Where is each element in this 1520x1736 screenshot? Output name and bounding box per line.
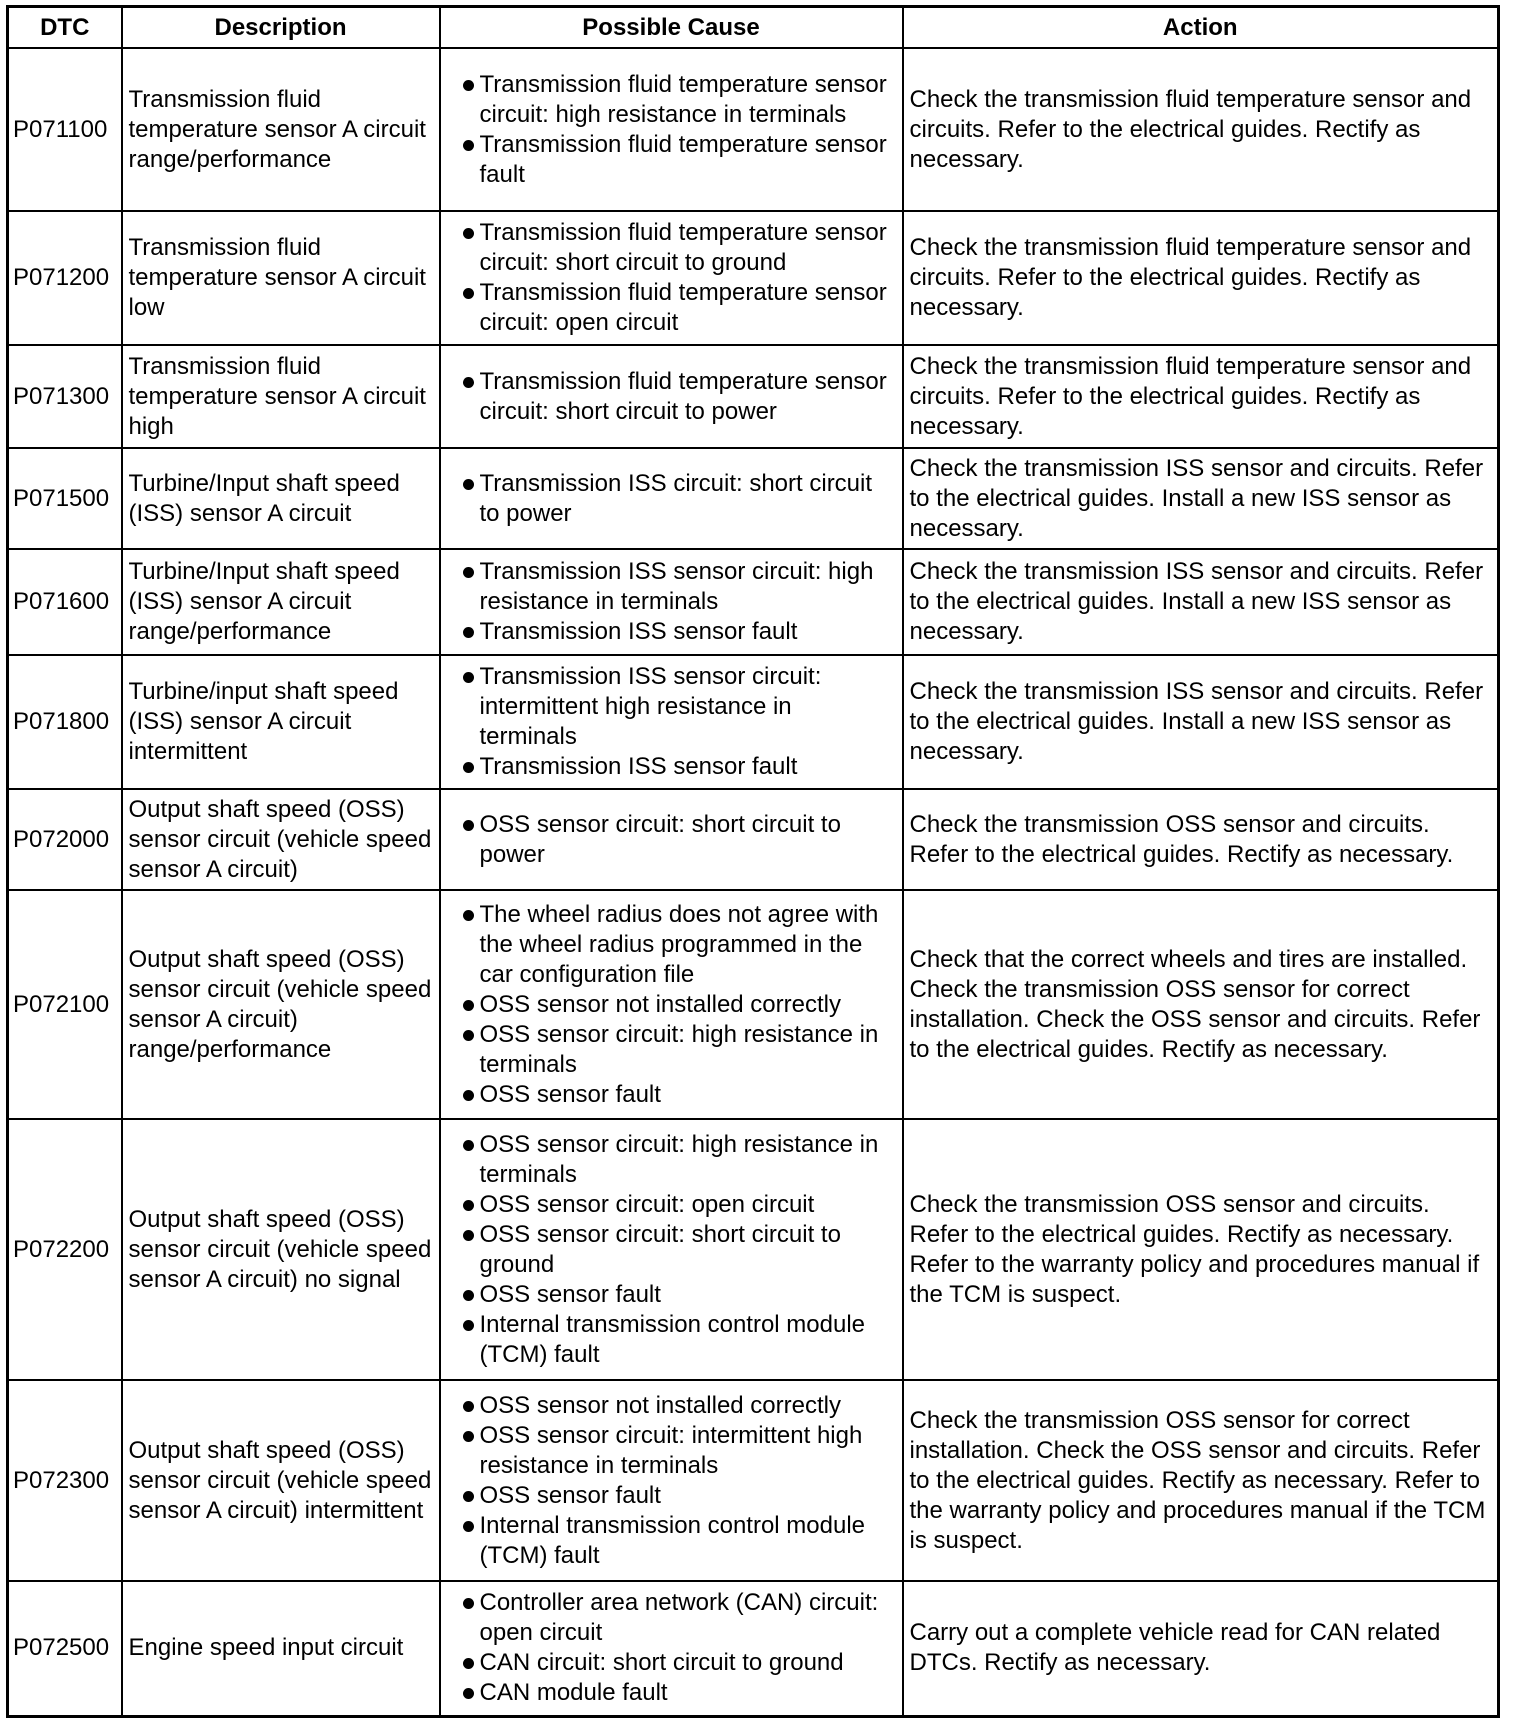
dtc-code: P072200	[8, 1119, 122, 1380]
bullet-icon	[463, 1521, 474, 1532]
cause-item	[447, 1678, 896, 1708]
dtc-table	[6, 5, 1500, 1718]
cause-text: CAN circuit: short circuit to ground	[479, 1649, 844, 1677]
cause-item	[447, 218, 896, 278]
bullet-icon	[463, 820, 474, 831]
cause-text: OSS sensor not installed correctly	[479, 1391, 841, 1419]
bullet-icon	[463, 910, 474, 921]
cause-cell	[440, 890, 903, 1119]
cause-text: OSS sensor not installed correctly	[479, 990, 841, 1018]
action-cell: Carry out a complete vehicle read for CAN related DTCs. Rectify as necessary.	[903, 1581, 1499, 1716]
header-dtc: DTC	[8, 7, 122, 49]
cause-text: Internal transmission control module (TCM) fault	[479, 1511, 866, 1569]
cause-cell	[440, 211, 903, 345]
table-row	[8, 345, 1499, 448]
bullet-icon	[463, 1140, 474, 1151]
cause-text: Transmission fluid temperature sensor circuit: high resistance in terminals	[479, 70, 887, 128]
cause-list	[447, 810, 896, 870]
cause-item	[447, 1421, 896, 1481]
cause-list	[447, 1130, 896, 1370]
dtc-code: P071800	[8, 655, 122, 789]
dtc-code: P072100	[8, 890, 122, 1119]
dtc-code: P071600	[8, 549, 122, 655]
cause-list	[447, 70, 896, 190]
cause-text: OSS sensor circuit: high resistance in terminals	[479, 1130, 879, 1188]
cause-item	[447, 662, 896, 752]
header-description: Description	[122, 7, 440, 49]
header-row	[8, 7, 1499, 49]
cause-list	[447, 1391, 896, 1571]
cause-list	[447, 557, 896, 647]
bullet-icon	[463, 672, 474, 683]
cause-cell	[440, 1380, 903, 1581]
cause-text: The wheel radius does not agree with the wheel radius programmed in the car configuration file	[479, 900, 879, 988]
dtc-code: P072300	[8, 1380, 122, 1581]
cause-text: Transmission ISS sensor circuit: high resistance in terminals	[479, 558, 874, 615]
dtc-code: P071100	[8, 48, 122, 211]
bullet-icon	[463, 1290, 474, 1301]
dtc-code: P072000	[8, 789, 122, 890]
header-cause: Possible Cause	[440, 7, 903, 49]
action-cell: Check the transmission fluid temperature sensor and circuits. Refer to the electrical guides. Rectify as necessary.	[903, 345, 1499, 448]
bullet-icon	[463, 377, 474, 388]
cause-text: OSS sensor fault	[479, 1481, 661, 1509]
cause-text: Controller area network (CAN) circuit: open circuit	[479, 1589, 879, 1647]
bullet-icon	[463, 1688, 474, 1699]
description-cell: Output shaft speed (OSS) sensor circuit (vehicle speed sensor A circuit) range/performance	[122, 890, 440, 1119]
cause-cell	[440, 1119, 903, 1380]
cause-text: Transmission fluid temperature sensor circuit: short circuit to ground	[479, 219, 887, 276]
cause-cell	[440, 48, 903, 211]
bullet-icon	[463, 479, 474, 490]
table-row	[8, 448, 1499, 549]
action-cell: Check the transmission ISS sensor and circuits. Refer to the electrical guides. Install a new ISS sensor as necessary.	[903, 549, 1499, 655]
cause-text: Transmission ISS sensor fault	[479, 753, 798, 780]
action-cell: Check the transmission fluid temperature sensor and circuits. Refer to the electrical guides. Rectify as necessary.	[903, 211, 1499, 345]
table-row	[8, 655, 1499, 789]
description-cell: Transmission fluid temperature sensor A circuit low	[122, 211, 440, 345]
cause-text: Transmission ISS sensor fault	[479, 618, 798, 645]
bullet-icon	[463, 1230, 474, 1241]
table-row	[8, 48, 1499, 211]
table-row	[8, 1119, 1499, 1380]
cause-item	[447, 1130, 896, 1190]
cause-text: OSS sensor fault	[479, 1280, 661, 1308]
cause-list	[447, 662, 896, 782]
cause-text: OSS sensor circuit: open circuit	[479, 1190, 815, 1218]
cause-cell	[440, 345, 903, 448]
bullet-icon	[463, 567, 474, 578]
cause-list	[447, 367, 896, 427]
action-cell: Check the transmission OSS sensor and circuits. Refer to the electrical guides. Rectify as necessary.	[903, 789, 1499, 890]
bullet-icon	[463, 1000, 474, 1011]
bullet-icon	[463, 228, 474, 239]
bullet-icon	[463, 140, 474, 151]
bullet-icon	[463, 1598, 474, 1609]
bullet-icon	[463, 1320, 474, 1331]
cause-item	[447, 1481, 896, 1511]
bullet-icon	[463, 1090, 474, 1101]
description-cell: Turbine/Input shaft speed (ISS) sensor A circuit	[122, 448, 440, 549]
cause-item	[447, 990, 896, 1020]
cause-text: OSS sensor circuit: short circuit to ground	[479, 1220, 841, 1278]
cause-text: Transmission ISS sensor circuit: intermittent high resistance in terminals	[479, 663, 822, 750]
dtc-code: P071500	[8, 448, 122, 549]
table-row	[8, 549, 1499, 655]
cause-item	[447, 1588, 896, 1648]
action-cell: Check the transmission ISS sensor and circuits. Refer to the electrical guides. Install a new ISS sensor as necessary.	[903, 448, 1499, 549]
cause-text: Transmission ISS circuit: short circuit to power	[479, 469, 873, 527]
table-row	[8, 890, 1499, 1119]
dtc-code: P071300	[8, 345, 122, 448]
cause-item	[447, 1648, 896, 1678]
cause-text: Internal transmission control module (TCM) fault	[479, 1310, 866, 1368]
cause-item	[447, 130, 896, 190]
cause-item	[447, 900, 896, 990]
cause-item	[447, 278, 896, 338]
cause-item	[447, 617, 896, 647]
cause-item	[447, 1280, 896, 1310]
bullet-icon	[463, 1401, 474, 1412]
cause-item	[447, 1080, 896, 1110]
table-row	[8, 1581, 1499, 1716]
cause-cell	[440, 1581, 903, 1716]
description-cell: Transmission fluid temperature sensor A circuit high	[122, 345, 440, 448]
bullet-icon	[463, 1431, 474, 1442]
cause-text: Transmission fluid temperature sensor fault	[479, 130, 887, 188]
cause-list	[447, 218, 896, 338]
table-row	[8, 211, 1499, 345]
cause-item	[447, 70, 896, 130]
description-cell: Turbine/input shaft speed (ISS) sensor A circuit intermittent	[122, 655, 440, 789]
cause-item	[447, 1020, 896, 1080]
action-cell: Check the transmission fluid temperature sensor and circuits. Refer to the electrical guides. Rectify as necessary.	[903, 48, 1499, 211]
cause-text: OSS sensor fault	[479, 1080, 661, 1108]
cause-item	[447, 752, 896, 782]
description-cell: Transmission fluid temperature sensor A circuit range/performance	[122, 48, 440, 211]
bullet-icon	[463, 627, 474, 638]
table-row	[8, 789, 1499, 890]
cause-item	[447, 1190, 896, 1220]
dtc-code: P071200	[8, 211, 122, 345]
cause-cell	[440, 789, 903, 890]
bullet-icon	[463, 1200, 474, 1211]
bullet-icon	[463, 762, 474, 773]
table-row	[8, 1380, 1499, 1581]
action-cell: Check the transmission ISS sensor and circuits. Refer to the electrical guides. Install a new ISS sensor as necessary.	[903, 655, 1499, 789]
cause-item	[447, 1220, 896, 1280]
cause-text: CAN module fault	[479, 1679, 668, 1707]
action-cell: Check the transmission OSS sensor and circuits. Refer to the electrical guides. Rectify as necessary. Refer to the warranty policy and procedures manual if the TCM is suspect.	[903, 1119, 1499, 1380]
description-cell: Turbine/Input shaft speed (ISS) sensor A circuit range/performance	[122, 549, 440, 655]
bullet-icon	[463, 1491, 474, 1502]
cause-item	[447, 557, 896, 617]
cause-text: Transmission fluid temperature sensor circuit: short circuit to power	[479, 367, 887, 425]
action-cell: Check that the correct wheels and tires are installed. Check the transmission OSS sensor for correct installation. Check the OSS sensor and circuits. Refer to the electrical guides. Rectify as necessary.	[903, 890, 1499, 1119]
action-cell: Check the transmission OSS sensor for correct installation. Check the OSS sensor and circuits. Refer to the electrical guides. Rectify as necessary. Refer to the warranty policy and procedures manual if the TCM is suspect.	[903, 1380, 1499, 1581]
header-action: Action	[903, 7, 1499, 49]
bullet-icon	[463, 1030, 474, 1041]
cause-text: OSS sensor circuit: short circuit to power	[479, 810, 841, 868]
bullet-icon	[463, 288, 474, 299]
cause-cell	[440, 549, 903, 655]
cause-list	[447, 469, 896, 529]
cause-text: Transmission fluid temperature sensor circuit: open circuit	[479, 279, 887, 336]
dtc-code: P072500	[8, 1581, 122, 1716]
cause-item	[447, 367, 896, 427]
bullet-icon	[463, 80, 474, 91]
cause-list	[447, 1588, 896, 1708]
description-cell: Output shaft speed (OSS) sensor circuit (vehicle speed sensor A circuit) intermittent	[122, 1380, 440, 1581]
cause-cell	[440, 448, 903, 549]
description-cell: Output shaft speed (OSS) sensor circuit (vehicle speed sensor A circuit)	[122, 789, 440, 890]
description-cell: Output shaft speed (OSS) sensor circuit (vehicle speed sensor A circuit) no signal	[122, 1119, 440, 1380]
cause-cell	[440, 655, 903, 789]
cause-item	[447, 1391, 896, 1421]
description-cell: Engine speed input circuit	[122, 1581, 440, 1716]
bullet-icon	[463, 1658, 474, 1669]
cause-item	[447, 1511, 896, 1571]
cause-list	[447, 900, 896, 1110]
cause-text: OSS sensor circuit: intermittent high resistance in terminals	[479, 1421, 863, 1479]
cause-item	[447, 1310, 896, 1370]
cause-item	[447, 810, 896, 870]
cause-text: OSS sensor circuit: high resistance in terminals	[479, 1020, 879, 1078]
cause-item	[447, 469, 896, 529]
